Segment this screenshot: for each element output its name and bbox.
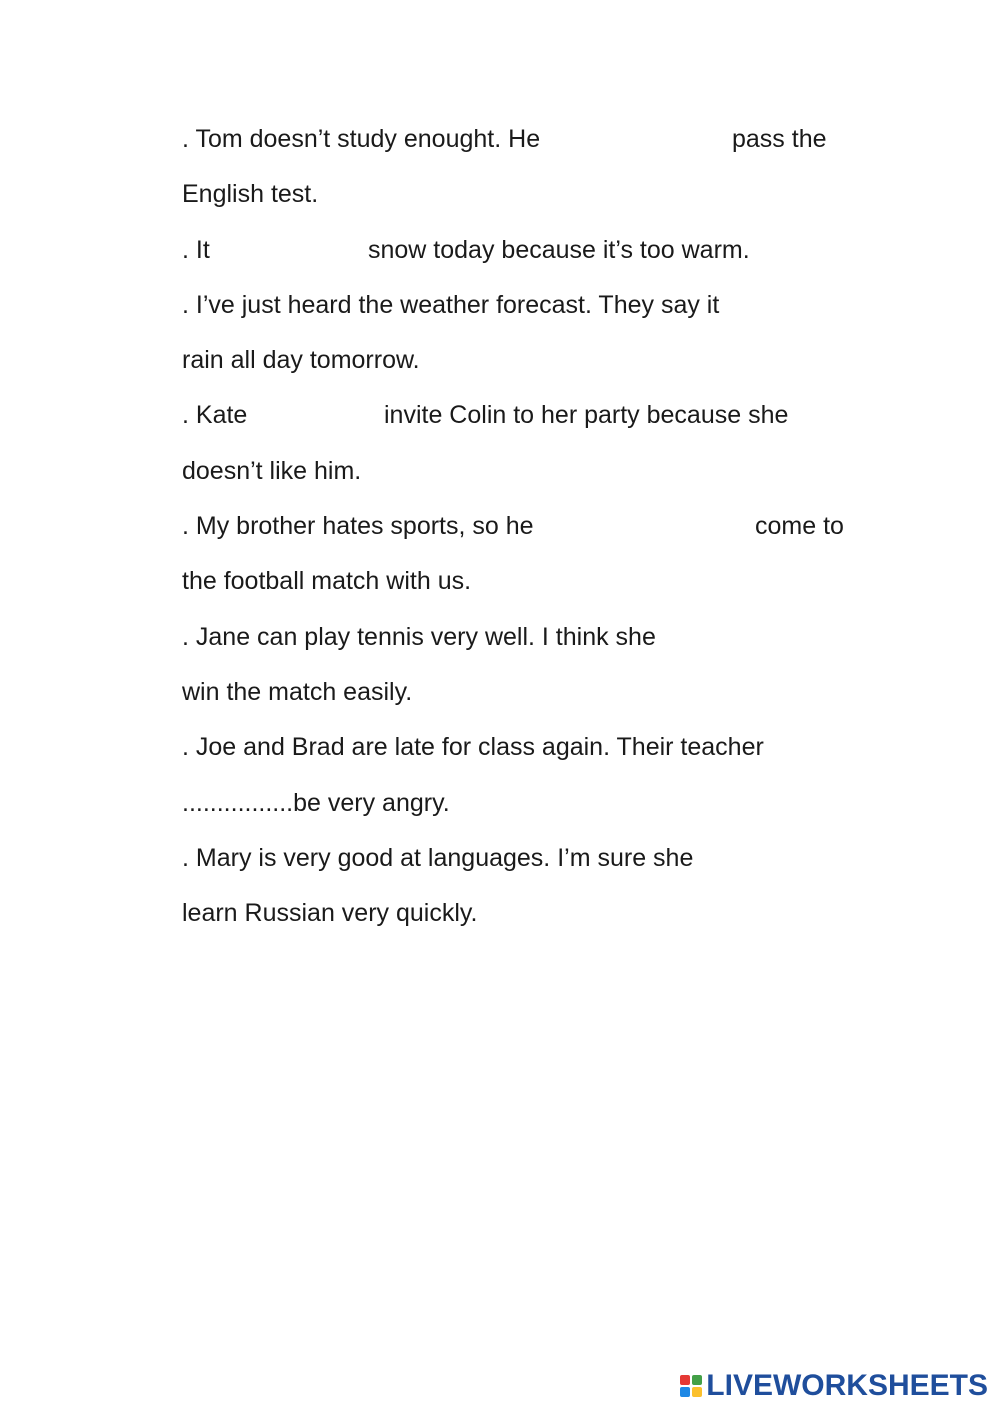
item-4-blank-input[interactable] — [264, 402, 384, 434]
item-5-line-2 — [182, 554, 882, 609]
item-3-line-1 — [182, 278, 882, 333]
logo-mark-square-2 — [692, 1375, 702, 1385]
item-6-line-1 — [182, 610, 882, 665]
item-3-text-before: . I’ve just heard the weather forecast. They say it — [182, 290, 720, 319]
item-4-text-after: invite Colin to her party because she — [384, 401, 789, 430]
logo-mark-square-3 — [680, 1387, 690, 1397]
item-2-line-1 — [182, 223, 882, 278]
item-8-line-1 — [182, 831, 882, 886]
item-5-blank-input[interactable] — [600, 513, 754, 545]
item-8-line-2 — [182, 886, 882, 941]
item-1-text-after: pass the — [732, 125, 827, 153]
item-8-text-before: . Mary is very good at languages. I’m sure she — [182, 843, 694, 872]
item-1-line-1 — [182, 112, 882, 167]
item-1-line-2 — [182, 167, 882, 222]
logo-mark-icon — [680, 1375, 702, 1397]
item-1-text-cont: English test. — [182, 180, 319, 209]
item-4-line-1 — [182, 388, 882, 443]
item-2-blank-input[interactable] — [222, 237, 366, 269]
item-6-text-cont: win the match easily. — [182, 677, 413, 706]
item-5-text-before: . My brother hates sports, so he — [182, 512, 534, 541]
item-5-text-cont: the football match with us. — [182, 567, 472, 596]
item-7-text-before: . Joe and Brad are late for class again. Their teacher — [182, 733, 764, 762]
logo-mark-square-1 — [680, 1375, 690, 1385]
item-8-text-cont: learn Russian very quickly. — [182, 899, 478, 928]
logo-text: LIVEWORKSHEETS — [706, 1369, 988, 1402]
item-7-line-2 — [182, 776, 882, 831]
item-1-text-before: . Tom doesn’t study enought. He — [182, 125, 541, 153]
logo-mark-square-4 — [692, 1387, 702, 1397]
item-7-text-cont: ................be very angry. — [182, 788, 450, 817]
liveworksheets-logo — [680, 1368, 988, 1404]
item-6-text-before: . Jane can play tennis very well. I think she — [182, 622, 656, 651]
worksheet — [182, 112, 882, 941]
item-4-text-cont: doesn’t like him. — [182, 456, 362, 485]
item-6-line-2 — [182, 665, 882, 720]
item-5-line-1 — [182, 499, 882, 554]
item-3-text-cont: rain all day tomorrow. — [182, 346, 420, 375]
item-3-line-2 — [182, 333, 882, 388]
item-4-text-before: . Kate — [182, 401, 248, 430]
item-2-text-after: snow today because it’s too warm. — [368, 235, 750, 264]
item-5-text-after: come to — [755, 512, 844, 541]
item-7-line-1 — [182, 720, 882, 775]
item-4-line-2 — [182, 444, 882, 499]
item-1-blank-input[interactable] — [610, 126, 734, 158]
item-2-text-before: . It — [182, 235, 210, 264]
